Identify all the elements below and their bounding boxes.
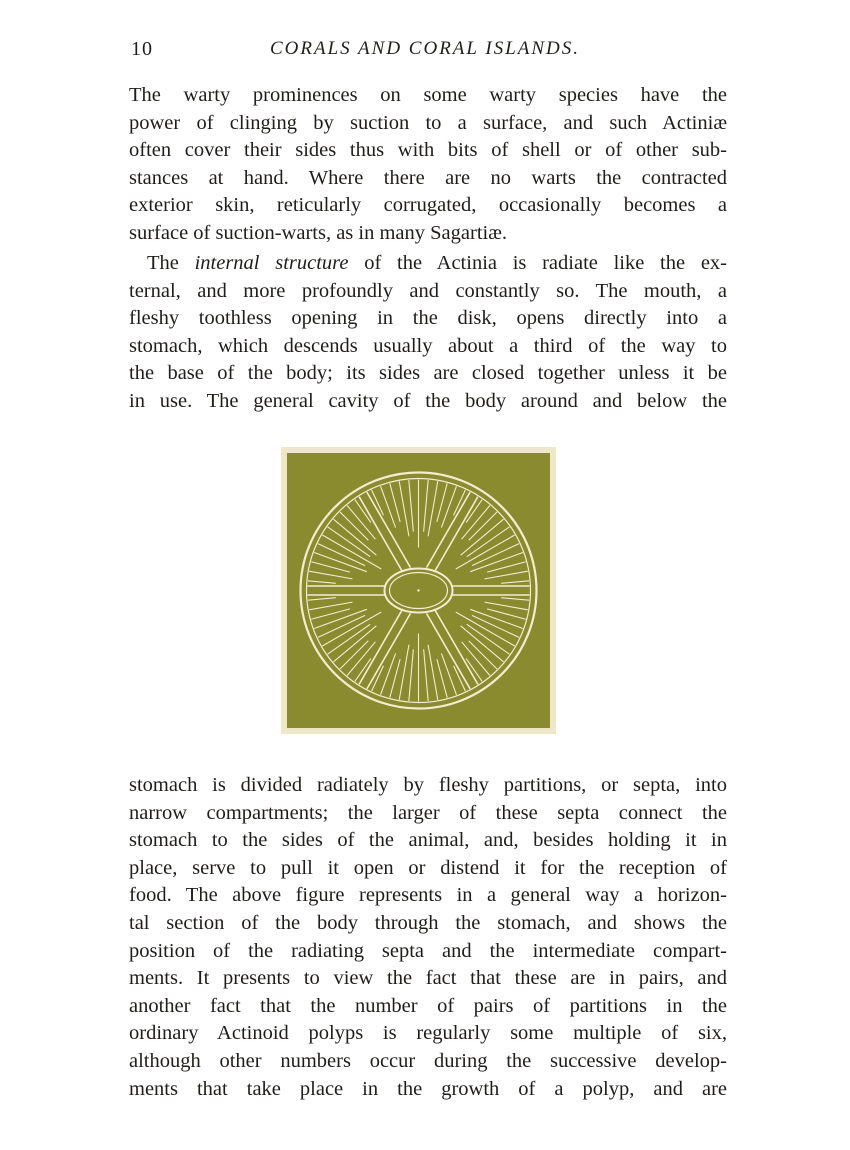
paragraph-2 <box>129 250 727 416</box>
text-line: tal section of the body through the stomach, and shows the <box>129 911 727 934</box>
text-line: ments that take place in the growth of a polyp, and are <box>129 1077 727 1100</box>
text-line: place, serve to pull it open or distend it for the reception of <box>129 856 727 879</box>
emphasis-internal-structure: internal structure <box>194 252 349 274</box>
text-line: stomach is divided radiately by fleshy partitions, or septa, into <box>129 774 727 796</box>
actinia-section-figure <box>281 447 556 734</box>
text-line: stomach, which descends usually about a third of the way to <box>129 334 727 357</box>
text-line: exterior skin, reticularly corrugated, occasionally becomes a <box>129 194 727 217</box>
mouth-dot <box>417 589 419 591</box>
text-line: although other numbers occur during the successive develop- <box>129 1049 727 1072</box>
text-line: surface of suction-warts, as in many Sagartiæ. <box>129 221 508 244</box>
text-line: stomach to the sides of the animal, and, besides holding it in <box>129 829 727 852</box>
text-line: ments. It presents to view the fact that these are in pairs, and <box>129 967 727 990</box>
text-line: the base of the body; its sides are closed together unless it be <box>129 362 727 385</box>
text-line: narrow compartments; the larger of these septa connect the <box>129 801 727 824</box>
text-line: The warty prominences on some warty species have the <box>129 84 727 106</box>
text-line: position of the radiating septa and the intermediate compart- <box>129 939 727 962</box>
text-line: another fact that the number of pairs of partitions in the <box>129 994 727 1017</box>
text-line: fleshy toothless opening in the disk, opens directly into a <box>129 307 727 330</box>
text-line: ternal, and more profoundly and constantly so. The mouth, a <box>129 279 727 302</box>
text-run: of the Actinia is radiate like the ex- <box>348 252 727 274</box>
text-line <box>129 250 727 278</box>
text-line: food. The above figure represents in a general way a horizon- <box>129 884 727 907</box>
text-line: power of clinging by suction to a surface, and such Actiniæ <box>129 111 727 134</box>
text-line: in use. The general cavity of the body around and below the <box>129 389 727 412</box>
paragraph-1 <box>129 82 727 248</box>
page-header <box>0 38 850 68</box>
paragraph-2-continued <box>129 772 727 1103</box>
text-line: stances at hand. Where there are no warts the contracted <box>129 166 727 189</box>
figure-illustration <box>281 447 556 734</box>
text-line: ordinary Actinoid polyps is regularly some multiple of six, <box>129 1022 727 1045</box>
page-number: 10 <box>131 38 153 60</box>
text-run: The <box>147 252 195 274</box>
text-line: often cover their sides thus with bits of shell or of other sub- <box>129 139 727 162</box>
running-title: CORALS AND CORAL ISLANDS. <box>269 38 581 59</box>
